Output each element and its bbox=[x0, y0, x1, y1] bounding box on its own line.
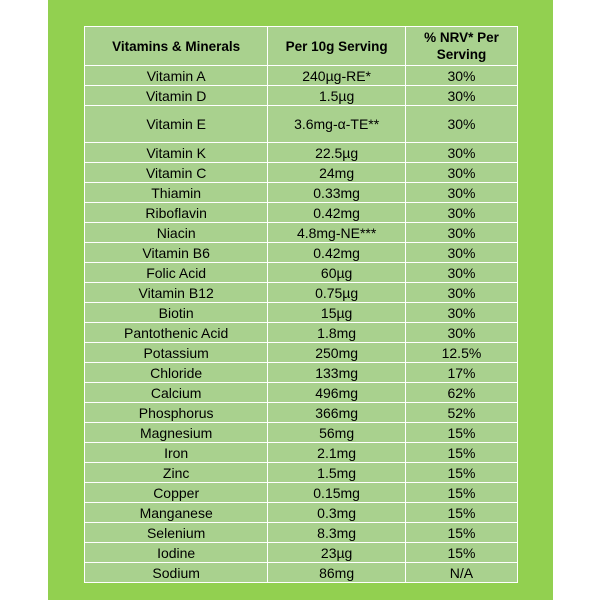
nutrient-name-cell: Vitamin K bbox=[85, 143, 268, 163]
nrv-cell: 15% bbox=[405, 443, 517, 463]
nutrient-name-cell: Iron bbox=[85, 443, 268, 463]
nrv-cell: 15% bbox=[405, 503, 517, 523]
table-row bbox=[85, 563, 518, 583]
table-row bbox=[85, 163, 518, 183]
nutrient-name-cell: Manganese bbox=[85, 503, 268, 523]
amount-cell: 8.3mg bbox=[268, 523, 406, 543]
amount-cell: 0.75µg bbox=[268, 283, 406, 303]
table-row bbox=[85, 543, 518, 563]
nrv-cell: 30% bbox=[405, 143, 517, 163]
nrv-cell: 15% bbox=[405, 523, 517, 543]
amount-cell: 366mg bbox=[268, 403, 406, 423]
amount-cell: 56mg bbox=[268, 423, 406, 443]
nutrient-name-cell: Zinc bbox=[85, 463, 268, 483]
amount-cell: 0.42mg bbox=[268, 243, 406, 263]
table-row bbox=[85, 523, 518, 543]
nutrient-name-cell: Vitamin C bbox=[85, 163, 268, 183]
table-row bbox=[85, 143, 518, 163]
amount-cell: 2.1mg bbox=[268, 443, 406, 463]
table-row bbox=[85, 263, 518, 283]
table-row bbox=[85, 463, 518, 483]
nrv-cell: 17% bbox=[405, 363, 517, 383]
nutrient-name-cell: Riboflavin bbox=[85, 203, 268, 223]
amount-cell: 3.6mg-α-TE** bbox=[268, 106, 406, 143]
amount-cell: 1.8mg bbox=[268, 323, 406, 343]
nrv-cell: 30% bbox=[405, 303, 517, 323]
table-row bbox=[85, 183, 518, 203]
nrv-cell: 15% bbox=[405, 423, 517, 443]
nutrient-name-cell: Copper bbox=[85, 483, 268, 503]
amount-cell: 23µg bbox=[268, 543, 406, 563]
nutrient-name-cell: Niacin bbox=[85, 223, 268, 243]
nutrient-name-cell: Vitamin B6 bbox=[85, 243, 268, 263]
nrv-cell: 30% bbox=[405, 203, 517, 223]
header-nrv: % NRV* Per Serving bbox=[405, 27, 517, 66]
nrv-cell: 30% bbox=[405, 263, 517, 283]
header-vitamins-minerals: Vitamins & Minerals bbox=[85, 27, 268, 66]
nrv-cell: 52% bbox=[405, 403, 517, 423]
nutrient-name-cell: Vitamin B12 bbox=[85, 283, 268, 303]
nutrient-name-cell: Vitamin E bbox=[85, 106, 268, 143]
table-row bbox=[85, 483, 518, 503]
nutrient-name-cell: Biotin bbox=[85, 303, 268, 323]
nrv-cell: 30% bbox=[405, 323, 517, 343]
nrv-cell: 15% bbox=[405, 463, 517, 483]
table-body bbox=[85, 66, 518, 583]
header-per-serving: Per 10g Serving bbox=[268, 27, 406, 66]
amount-cell: 86mg bbox=[268, 563, 406, 583]
nutrient-name-cell: Iodine bbox=[85, 543, 268, 563]
table-row bbox=[85, 203, 518, 223]
nrv-cell: 30% bbox=[405, 223, 517, 243]
amount-cell: 0.42mg bbox=[268, 203, 406, 223]
table-row bbox=[85, 383, 518, 403]
nrv-cell: 12.5% bbox=[405, 343, 517, 363]
amount-cell: 24mg bbox=[268, 163, 406, 183]
table-row bbox=[85, 443, 518, 463]
table-row bbox=[85, 283, 518, 303]
nrv-cell: 62% bbox=[405, 383, 517, 403]
amount-cell: 496mg bbox=[268, 383, 406, 403]
nutrition-table bbox=[84, 26, 518, 583]
nrv-cell: 15% bbox=[405, 483, 517, 503]
amount-cell: 60µg bbox=[268, 263, 406, 283]
nutrient-name-cell: Phosphorus bbox=[85, 403, 268, 423]
table-row bbox=[85, 106, 518, 143]
nutrient-name-cell: Sodium bbox=[85, 563, 268, 583]
table-row bbox=[85, 223, 518, 243]
table-row bbox=[85, 503, 518, 523]
amount-cell: 0.15mg bbox=[268, 483, 406, 503]
nrv-cell: 30% bbox=[405, 183, 517, 203]
table-row bbox=[85, 303, 518, 323]
amount-cell: 1.5µg bbox=[268, 86, 406, 106]
amount-cell: 240µg-RE* bbox=[268, 66, 406, 86]
nutrient-name-cell: Calcium bbox=[85, 383, 268, 403]
table-row bbox=[85, 423, 518, 443]
nutrient-name-cell: Folic Acid bbox=[85, 263, 268, 283]
amount-cell: 22.5µg bbox=[268, 143, 406, 163]
nutrient-name-cell: Magnesium bbox=[85, 423, 268, 443]
nutrient-name-cell: Vitamin D bbox=[85, 86, 268, 106]
table-header-row bbox=[85, 27, 518, 66]
amount-cell: 4.8mg-NE*** bbox=[268, 223, 406, 243]
nutrient-name-cell: Selenium bbox=[85, 523, 268, 543]
table-row bbox=[85, 403, 518, 423]
nrv-cell: 15% bbox=[405, 543, 517, 563]
amount-cell: 0.3mg bbox=[268, 503, 406, 523]
amount-cell: 250mg bbox=[268, 343, 406, 363]
nrv-cell: 30% bbox=[405, 283, 517, 303]
amount-cell: 15µg bbox=[268, 303, 406, 323]
table-row bbox=[85, 343, 518, 363]
nrv-cell: 30% bbox=[405, 66, 517, 86]
nrv-cell: N/A bbox=[405, 563, 517, 583]
amount-cell: 1.5mg bbox=[268, 463, 406, 483]
amount-cell: 0.33mg bbox=[268, 183, 406, 203]
nutrient-name-cell: Pantothenic Acid bbox=[85, 323, 268, 343]
table-row bbox=[85, 323, 518, 343]
nrv-cell: 30% bbox=[405, 106, 517, 143]
table-row bbox=[85, 86, 518, 106]
nutrient-name-cell: Chloride bbox=[85, 363, 268, 383]
table-row bbox=[85, 243, 518, 263]
nrv-cell: 30% bbox=[405, 163, 517, 183]
nutrient-name-cell: Thiamin bbox=[85, 183, 268, 203]
nrv-cell: 30% bbox=[405, 86, 517, 106]
nutrient-name-cell: Potassium bbox=[85, 343, 268, 363]
amount-cell: 133mg bbox=[268, 363, 406, 383]
table-row bbox=[85, 363, 518, 383]
nrv-cell: 30% bbox=[405, 243, 517, 263]
table-row bbox=[85, 66, 518, 86]
nutrient-name-cell: Vitamin A bbox=[85, 66, 268, 86]
